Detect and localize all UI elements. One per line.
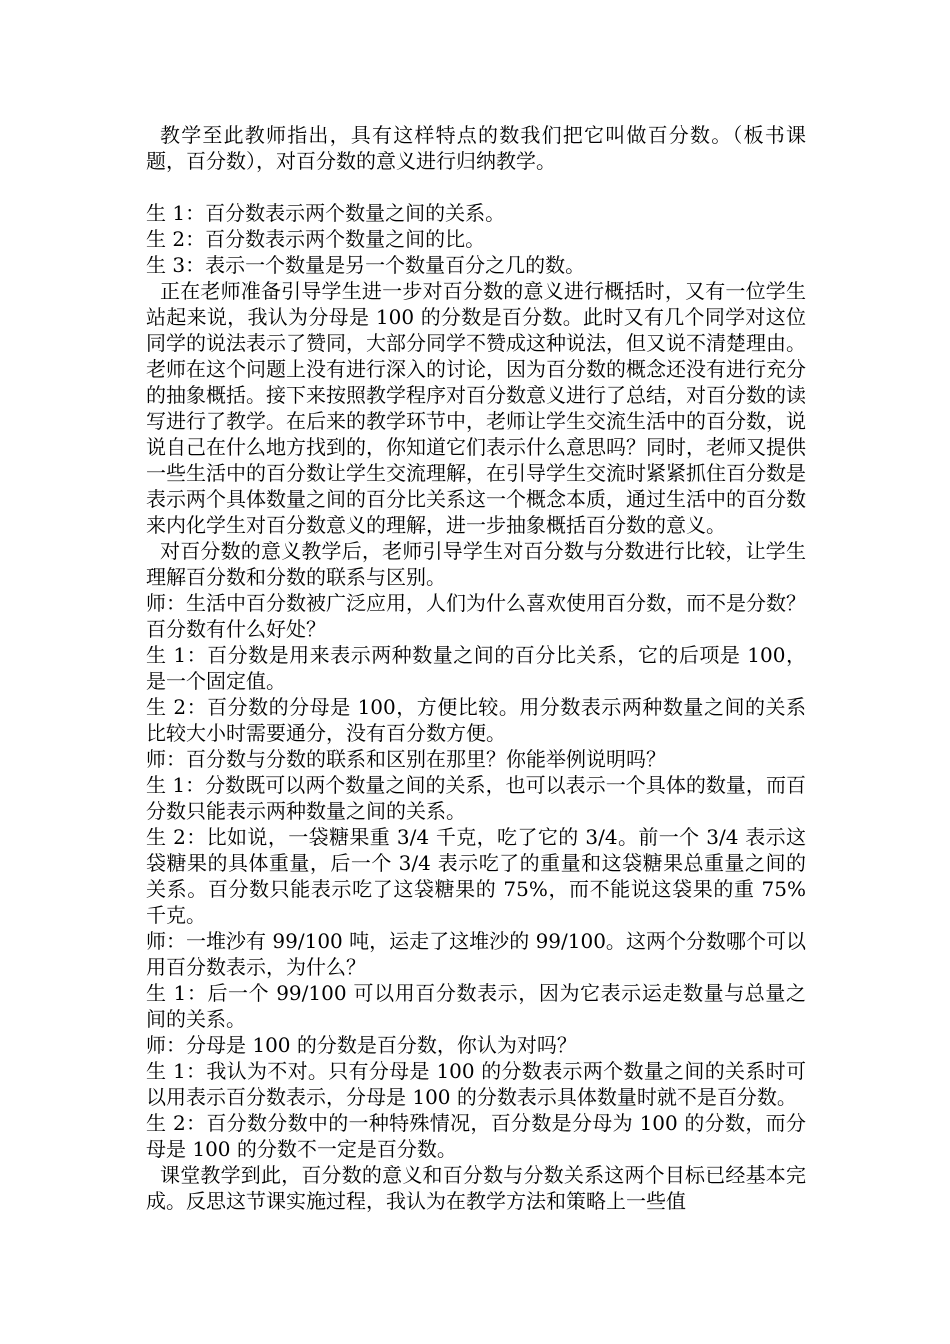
paragraph-teacher-question-1: 师：生活中百分数被广泛应用，人们为什么喜欢使用百分数，而不是分数？百分数有什么好处？ <box>146 591 806 641</box>
paragraph-student-2: 生 2：百分数表示两个数量之间的比。 <box>146 227 486 251</box>
paragraph-comparison-intro: 对百分数的意义教学后，老师引导学生对百分数与分数进行比较，让学生理解百分数和分数的联系与区别。 <box>146 539 806 589</box>
paragraph-student-answer-4: 生 2：比如说，一袋糖果重 3/4 千克，吃了它的 3/4。前一个 3/4 表示这袋糖果的具体重量，后一个 3/4 表示吃了的重量和这袋糖果总重量之间的关系。百分数只能表示吃了这袋糖果的 75%，而不能说这袋果的重 75%千克。 <box>146 825 806 927</box>
paragraph-narrative: 正在老师准备引导学生进一步对百分数的意义进行概括时，又有一位学生站起来说，我认为分母是 100 的分数是百分数。此时又有几个同学对这位同学的说法表示了赞同，大部分同学不赞成这种说法，但又说不清楚理由。老师在这个问题上没有进行深入的讨论，因为百分数的概念还没有进行充分的抽象概括。接下来按照教学程序对百分数意义进行了总结，对百分数的读写进行了教学。在后来的教学环节中，老师让学生交流生活中的百分数，说说自己在什么地方找到的，你知道它们表示什么意思吗？同时，老师又提供一些生活中的百分数让学生交流理解，在引导学生交流时紧紧抓住百分数是表示两个具体数量之间的百分比关系这一个概念本质，通过生活中的百分数来内化学生对百分数意义的理解，进一步抽象概括百分数的意义。 <box>146 279 806 537</box>
paragraph-student-answer-6: 生 1：我认为不对。只有分母是 100 的分数表示两个数量之间的关系时可以用表示百分数表示，分母是 100 的分数表示具体数量时就不是百分数。 <box>146 1059 806 1109</box>
paragraph-student-1: 生 1：百分数表示两个数量之间的关系。 <box>146 201 506 225</box>
paragraph-student-answer-3: 生 1：分数既可以两个数量之间的关系，也可以表示一个具体的数量，而百分数只能表示两种数量之间的关系。 <box>146 773 806 823</box>
paragraph-student-answer-1: 生 1：百分数是用来表示两种数量之间的百分比关系，它的后项是 100，是一个固定值。 <box>146 643 806 693</box>
paragraph-student-answer-5: 生 1：后一个 99/100 可以用百分数表示，因为它表示运走数量与总量之间的关系。 <box>146 981 806 1031</box>
paragraph-teacher-question-3: 师：一堆沙有 99/100 吨，运走了这堆沙的 99/100。这两个分数哪个可以用百分数表示，为什么？ <box>146 929 806 979</box>
paragraph-teacher-question-2: 师：百分数与分数的联系和区别在那里？你能举例说明吗？ <box>146 747 666 771</box>
paragraph-reflection: 课堂教学到此，百分数的意义和百分数与分数关系这两个目标已经基本完成。反思这节课实施过程，我认为在教学方法和策略上一些值 <box>146 1163 806 1213</box>
paragraph-intro: 教学至此教师指出，具有这样特点的数我们把它叫做百分数。（板书课题，百分数），对百分数的意义进行归纳教学。 <box>146 123 806 173</box>
paragraph-student-answer-7: 生 2：百分数分数中的一种特殊情况，百分数是分母为 100 的分数，而分母是 100 的分数不一定是百分数。 <box>146 1111 806 1161</box>
paragraph-student-answer-2: 生 2：百分数的分母是 100，方便比较。用分数表示两种数量之间的关系比较大小时需要通分，没有百分数方便。 <box>146 695 806 745</box>
document-body <box>146 122 806 1214</box>
paragraph-student-3: 生 3：表示一个数量是另一个数量百分之几的数。 <box>146 253 586 277</box>
paragraph-teacher-question-4: 师：分母是 100 的分数是百分数，你认为对吗？ <box>146 1033 577 1057</box>
